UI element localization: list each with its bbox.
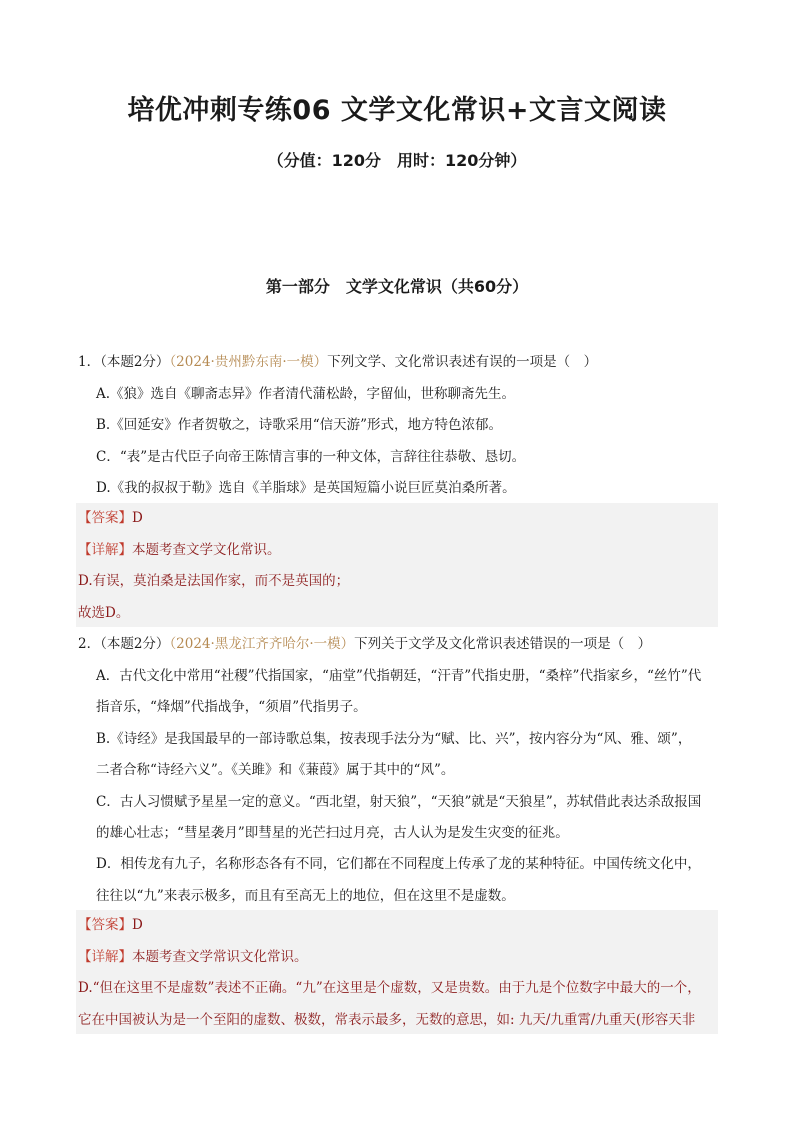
answer-label: 【答案】 xyxy=(78,917,132,933)
question-2-option-c-cont: 的雄心壮志；“彗星袭月”即彗星的光芒扫过月亮，古人认为是发生灾变的征兆。 xyxy=(96,825,569,841)
detail-text: 本题考查文学文化常识。 xyxy=(132,542,281,558)
answer-value: D xyxy=(132,510,143,526)
detail-text: 本题考查文学常识文化常识。 xyxy=(132,949,308,965)
question-2-option-a-cont: 指音乐，“烽烟”代指战争，“须眉”代指男子。 xyxy=(96,699,367,715)
question-2-detail xyxy=(78,947,718,967)
question-2-option-c: C．古人习惯赋予星星一定的意义。“西北望，射天狼”，“天狼”就是“天狼星”，苏轼借此表达杀敌报国 xyxy=(96,794,702,810)
question-2-option-a: A．古代文化中常用“社稷”代指国家，“庙堂”代指朝廷，“汗青”代指史册，“桑梓”代指家乡，“丝竹”代 xyxy=(96,668,702,684)
answer-label: 【答案】 xyxy=(78,510,132,526)
question-1-option-c: C．“表”是古代臣子向帝王陈情言事的一种文体，言辞往往恭敬、恳切。 xyxy=(96,449,526,465)
question-1-option-a: A.《狼》选自《聊斋志异》作者清代蒲松龄，字留仙，世称聊斋先生。 xyxy=(96,386,516,402)
question-1-answer xyxy=(78,508,718,528)
detail-label: 【详解】 xyxy=(78,542,132,558)
page-title: 培优冲刺专练06 文学文化常识+文言文阅读 xyxy=(127,95,667,126)
section-heading: 第一部分 文学文化常识（共60分） xyxy=(265,277,529,296)
page-subtitle: （分值：120分 用时：120分钟） xyxy=(267,151,527,170)
answer-value: D xyxy=(132,917,143,933)
question-1-explanation-line: D.有误，莫泊桑是法国作家，而不是英国的； xyxy=(78,573,350,589)
question-2-stem xyxy=(78,634,728,654)
question-1-stem xyxy=(78,352,728,372)
question-2-option-b: B.《诗经》是我国最早的一部诗歌总集，按表现手法分为“赋、比、兴”，按内容分为“风、雅、颂”， xyxy=(96,731,692,747)
question-number: 1． xyxy=(78,354,101,370)
question-text: 下列关于文学及文化常识表述错误的一项是（ ） xyxy=(354,636,652,652)
question-2-explanation-line: 它在中国被认为是一个至阳的虚数、极数，常表示最多，无数的意思，如: 九天/九重霄/九重天(形容天非 xyxy=(78,1012,696,1028)
question-2-option-b-cont: 二者合称“诗经六义”。《关雎》和《蒹葭》属于其中的“风”。 xyxy=(96,762,455,778)
question-source: （2024·贵州黔东南·一模） xyxy=(169,354,328,370)
question-1-option-d: D.《我的叔叔于勒》选自《羊脂球》是英国短篇小说巨匠莫泊桑所著。 xyxy=(96,480,516,496)
question-source: （2024·黑龙江齐齐哈尔·一模） xyxy=(169,636,355,652)
question-text: 下列文学、文化常识表述有误的一项是（ ） xyxy=(327,354,598,370)
question-1-explanation-line: 故选D。 xyxy=(78,605,130,621)
question-1-detail xyxy=(78,540,718,560)
question-number: 2． xyxy=(78,636,101,652)
question-2-answer xyxy=(78,915,718,935)
question-score: （本题2分） xyxy=(100,354,170,370)
question-2-option-d: D．相传龙有九子，名称形态各有不同，它们都在不同程度上传承了龙的某种特征。中国传统文化中， xyxy=(96,856,701,872)
question-2-explanation-line: D.“但在这里不是虚数”表述不正确。“九”在这里是个虚数，又是贵数。由于九是个位数字中最大的一个， xyxy=(78,980,701,996)
detail-label: 【详解】 xyxy=(78,949,132,965)
question-1-option-b: B.《回延安》作者贺敬之，诗歌采用“信天游”形式，地方特色浓郁。 xyxy=(96,417,503,433)
question-2-option-d-cont: 往往以“九”来表示极多，而且有至高无上的地位，但在这里不是虚数。 xyxy=(96,888,515,904)
question-score: （本题2分） xyxy=(100,636,170,652)
